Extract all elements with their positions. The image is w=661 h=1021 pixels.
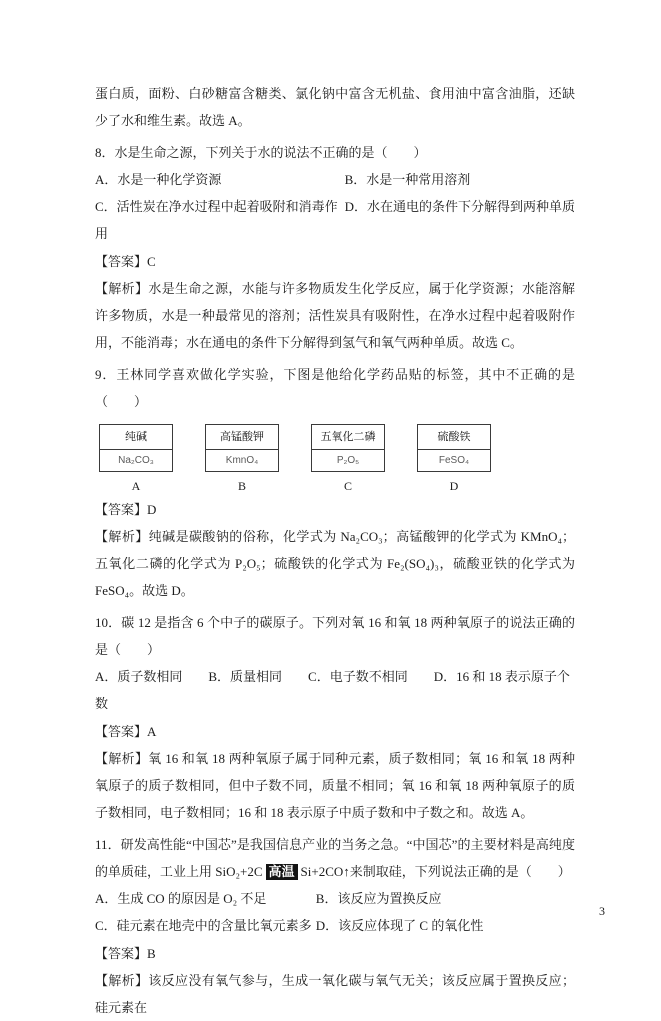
label-figure-b: [205, 424, 279, 493]
q8-option-b: B．水是一种常用溶剂: [344, 172, 471, 187]
label-box: [417, 424, 491, 472]
question-10-stem: 10．碳 12 是指含 6 个中子的碳原子。下列对氧 16 和氧 18 两种氧原子的说法正确的是（ ）: [95, 615, 575, 657]
q8-analysis: 【解析】水是生命之源，水能与许多物质发生化学反应，属于化学资源；水能溶解许多物质，水是一种最常见的溶剂；活性炭具有吸附性，在净水过程中起着吸附作用，不能消毒；水在通电的条件下分解得到氢气和氧气两种单质。故选 C。: [95, 281, 575, 350]
q11-analysis: 【解析】该反应没有氧气参与，生成一氧化碳与氧气无关；该反应属于置换反应；硅元素在: [95, 973, 575, 1015]
chemical-name: 高锰酸钾: [206, 425, 278, 450]
label-figure-c: [311, 424, 385, 493]
question-11-stem: [95, 831, 575, 885]
label-box: [311, 424, 385, 472]
chemical-name: 五氧化二磷: [312, 425, 384, 450]
chemical-name: 硫酸铁: [418, 425, 490, 450]
q11-stem-text: Si+2CO↑来制取硅，下列说法正确的是（ ）: [300, 864, 571, 879]
page-number: 3: [599, 904, 605, 918]
question-8-options: [95, 166, 575, 247]
chemical-label-figures: [99, 424, 575, 493]
question-8-stem: 8．水是生命之源，下列关于水的说法不正确的是（ ）: [95, 145, 427, 160]
intro-paragraph: 蛋白质，面粉、白砂糖富含糖类、氯化钠中富含无机盐、食用油中富含油脂，还缺少了水和维生素。故选 A。: [95, 86, 575, 128]
figure-letter: A: [131, 479, 141, 493]
chemical-formula: P₂O₅: [336, 455, 360, 466]
figure-letter: D: [449, 479, 459, 493]
q8-option-c: C．活性炭在净水过程中起着吸附和消毒作用: [95, 199, 338, 241]
label-box: [99, 424, 173, 472]
question-9-stem: 9．王林同学喜欢做化学实验，下图是他给化学药品贴的标签，其中不正确的是（ ）: [95, 367, 575, 409]
label-figure-d: [417, 424, 491, 493]
q11-option-b: B．该反应为置换反应: [315, 891, 442, 906]
chemical-formula: FeSO₄: [438, 455, 470, 466]
chemical-formula: KmnO₄: [225, 455, 259, 466]
q9-answer: 【答案】D: [95, 502, 157, 517]
q11-answer: 【答案】B: [95, 946, 156, 961]
figure-letter: C: [343, 479, 352, 493]
q8-option-a: A．水是一种化学资源: [95, 172, 222, 187]
label-figure-a: [99, 424, 173, 493]
q10-analysis: 【解析】氧 16 和氧 18 两种氧原子属于同种元素，质子数相同；氧 16 和氧 18 两种氧原子的质子数相同，但中子数不同，质量不相同；氧 16 和氧 18 两种氧原子的质子数相同，电子数相同；16 和 18 表示原子中质子数和中子数之和。故选 A。: [95, 751, 575, 820]
q8-answer: 【答案】C: [95, 254, 156, 269]
label-box: [205, 424, 279, 472]
chemical-formula: Na₂CO₃: [118, 455, 154, 466]
chemical-name: 纯碱: [100, 425, 172, 450]
q10-answer: 【答案】A: [95, 724, 157, 739]
reaction-condition-highlight: 高温: [266, 864, 298, 880]
q9-analysis: 【解析】纯碱是碳酸钠的俗称，化学式为 Na₂CO₃；高锰酸钾的化学式为 KMnO₄；五氧化二磷的化学式为 P₂O₅；硫酸铁的化学式为 Fe₂(SO₄)₃，硫酸亚铁的化学式为 FeSO₄。故选 D。: [95, 529, 575, 598]
figure-letter: B: [237, 479, 246, 493]
q11-option-d: D．该反应体现了 C 的氧化性: [315, 918, 484, 933]
q11-option-a: A．生成 CO 的原因是 O₂ 不足: [95, 891, 267, 906]
q11-option-c: C．硅元素在地壳中的含量比氧元素多: [95, 918, 312, 933]
q8-option-d: D．水在通电的条件下分解得到两种单质: [344, 199, 575, 214]
question-10-options: A．质子数相同 B．质量相同 C．电子数不相同 D．16 和 18 表示原子个数: [95, 669, 570, 711]
q11-stem-text: 11．研发高性能“中国芯”是我国信息产业的当务之急。“中国芯”的主要材料是高纯度的单质硅，工业上用 SiO₂+2C: [95, 837, 575, 879]
question-11-options: [95, 885, 575, 939]
